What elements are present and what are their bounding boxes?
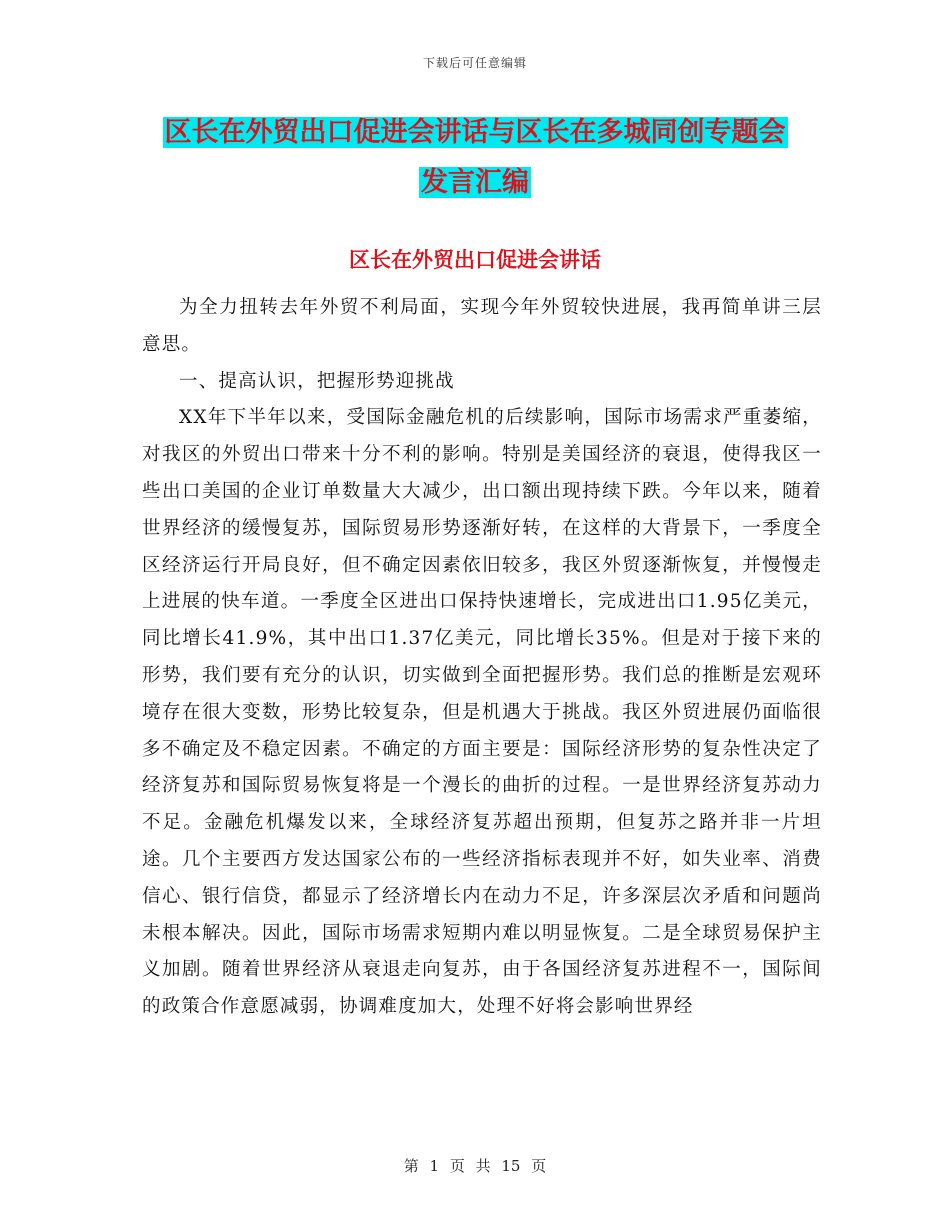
section-title: 区长在外贸出口促进会讲话: [349, 248, 601, 272]
paragraph-intro: 为全力扭转去年外贸不利局面，实现今年外贸较快进展，我再简单讲三层意思。: [142, 297, 822, 355]
paragraph-body: XX年下半年以来，受国际金融危机的后续影响，国际市场需求严重萎缩，对我区的外贸出口带来十分不利的影响。特别是美国经济的衰退，使得我区一些出口美国的企业订单数量大大减少，出口额出现持续下跌。今年以来，随着世界经济的缓慢复苏，国际贸易形势逐渐好转，在这样的大背景下，一季度全区经济运行开局良好，但不确定因素依旧较多，我区外贸逐渐恢复，并慢慢走上进展的快车道。一季度全区进出口保持快速增长，完成进出口1.95亿美元，同比增长41.9%，其中出口1.37亿美元，同比增长35%。但是对于接下来的形势，我们要有充分的认识，切实做到全面把握形势。我们总的推断是宏观环境存在很大变数，形势比较复杂，但是机遇大于挑战。我区外贸进展仍面临很多不确定及不稳定因素。不确定的方面主要是：国际经济形势的复杂性决定了经济复苏和国际贸易恢复将是一个漫长的曲折的过程。一是世界经济复苏动力不足。金融危机爆发以来，全球经济复苏超出预期，但复苏之路并非一片坦途。几个主要西方发达国家公布的一些经济指标表现并不好，如失业率、消费信心、银行信贷，都显示了经济增长内在动力不足，许多深层次矛盾和问题尚未根本解决。因此，国际市场需求短期内难以明显恢复。二是全球贸易保护主义加剧。随着世界经济从衰退走向复苏，由于各国经济复苏进程不一，国际间的政策合作意愿减弱，协调难度加大，处理不好将会影响世界经: [142, 407, 822, 1018]
title-line-2: 发言汇编: [421, 167, 529, 198]
page-footer: 第 1 页 共 15 页: [403, 1157, 547, 1175]
body-text: [142, 290, 822, 1026]
paragraph-heading-1: 一、提高认识，把握形势迎挑战: [179, 370, 455, 392]
header-note: 下载后可任意编辑: [422, 56, 527, 70]
document-title: [130, 108, 820, 208]
title-line-1: 区长在外贸出口促进会讲话与区长在多城同创专题会: [164, 117, 786, 148]
